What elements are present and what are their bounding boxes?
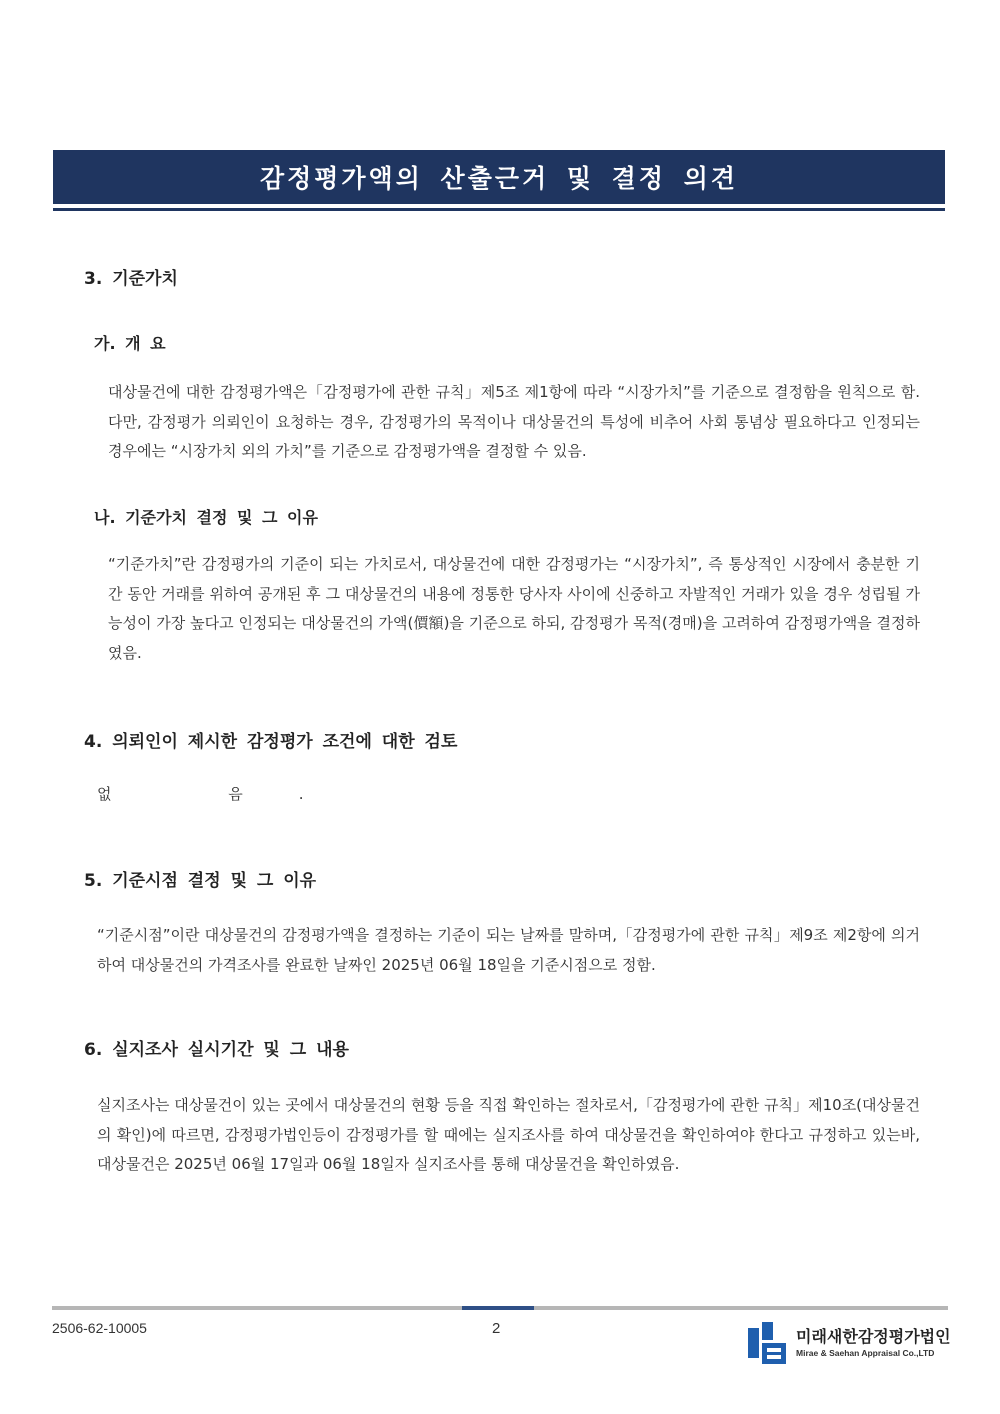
section-4-text: 없 음.	[97, 785, 360, 803]
section-3-sub-b-text: “기준가치”란 감정평가의 기준이 되는 가치로서, 대상물건에 대한 감정평가는 “시장가치”, 즉 통상적인 시장에서 충분한 기간 동안 거래를 위하여 공개된 후 그 대상물건의 내용에 정통한 당사자 사이에 신중하고 자발적인 거래가 있을 경우 성립될 가능성이 가장 높다고 인정되는 대상물건의 가액(價額)을 기준으로 하되, 감정평가 목적(경매)을 고려하여 감정평가액을 결정하였음.	[108, 555, 920, 662]
section-5-heading: 5. 기준시점 결정 및 그 이유	[84, 871, 317, 891]
section-4-heading: 4. 의뢰인이 제시한 감정평가 조건에 대한 검토	[84, 732, 458, 752]
company-name-english: Mirae & Saehan Appraisal Co.,LTD	[796, 1348, 935, 1358]
section-3-sub-a-text: 대상물건에 대한 감정평가액은「감정평가에 관한 규칙」제5조 제1항에 따라 “시장가치”를 기준으로 결정함을 원칙으로 함. 다만, 감정평가 의뢰인이 요청하는 경우, 감정평가의 목적이나 대상물건의 특성에 비추어 사회 통념상 필요하다고 인정되는 경우에는 “시장가치 외의 가치”를 기준으로 감정평가액을 결정할 수 있음.	[108, 383, 920, 460]
section-3-sub-b-heading: 나. 기준가치 결정 및 그 이유	[94, 508, 318, 527]
section-3-heading: 3. 기준가치	[84, 269, 178, 289]
document-number: 2506-62-10005	[52, 1320, 147, 1336]
section-6-text: 실지조사는 대상물건이 있는 곳에서 대상물건의 현황 등을 직접 확인하는 절차로서,「감정평가에 관한 규칙」제10조(대상물건의 확인)에 따르면, 감정평가법인등이 감정평가를 할 때에는 실지조사를 하여 대상물건을 확인하여야 한다고 규정하고 있는바, 대상물건은 2025년 06월 17일과 06월 18일자 실지조사를 통해 대상물건을 확인하였음.	[97, 1096, 920, 1173]
company-logo-icon	[748, 1322, 788, 1364]
section-5-text: “기준시점”이란 대상물건의 감정평가액을 결정하는 기준이 되는 날짜를 말하며,「감정평가에 관한 규칙」제9조 제2항에 의거하여 대상물건의 가격조사를 완료한 날짜인 2025년 06월 18일을 기준시점으로 정함.	[97, 926, 920, 974]
section-3-sub-a-heading: 가. 개 요	[94, 334, 166, 353]
page-title: 감정평가액의 산출근거 및 결정 의견	[259, 164, 739, 193]
title-banner	[53, 150, 945, 208]
footer-divider-accent	[462, 1306, 534, 1310]
company-name: 미래새한감정평가법인	[796, 1327, 951, 1346]
page-number: 2	[492, 1320, 501, 1337]
company-logo	[748, 1322, 951, 1366]
section-6-heading: 6. 실지조사 실시기간 및 그 내용	[84, 1040, 349, 1060]
